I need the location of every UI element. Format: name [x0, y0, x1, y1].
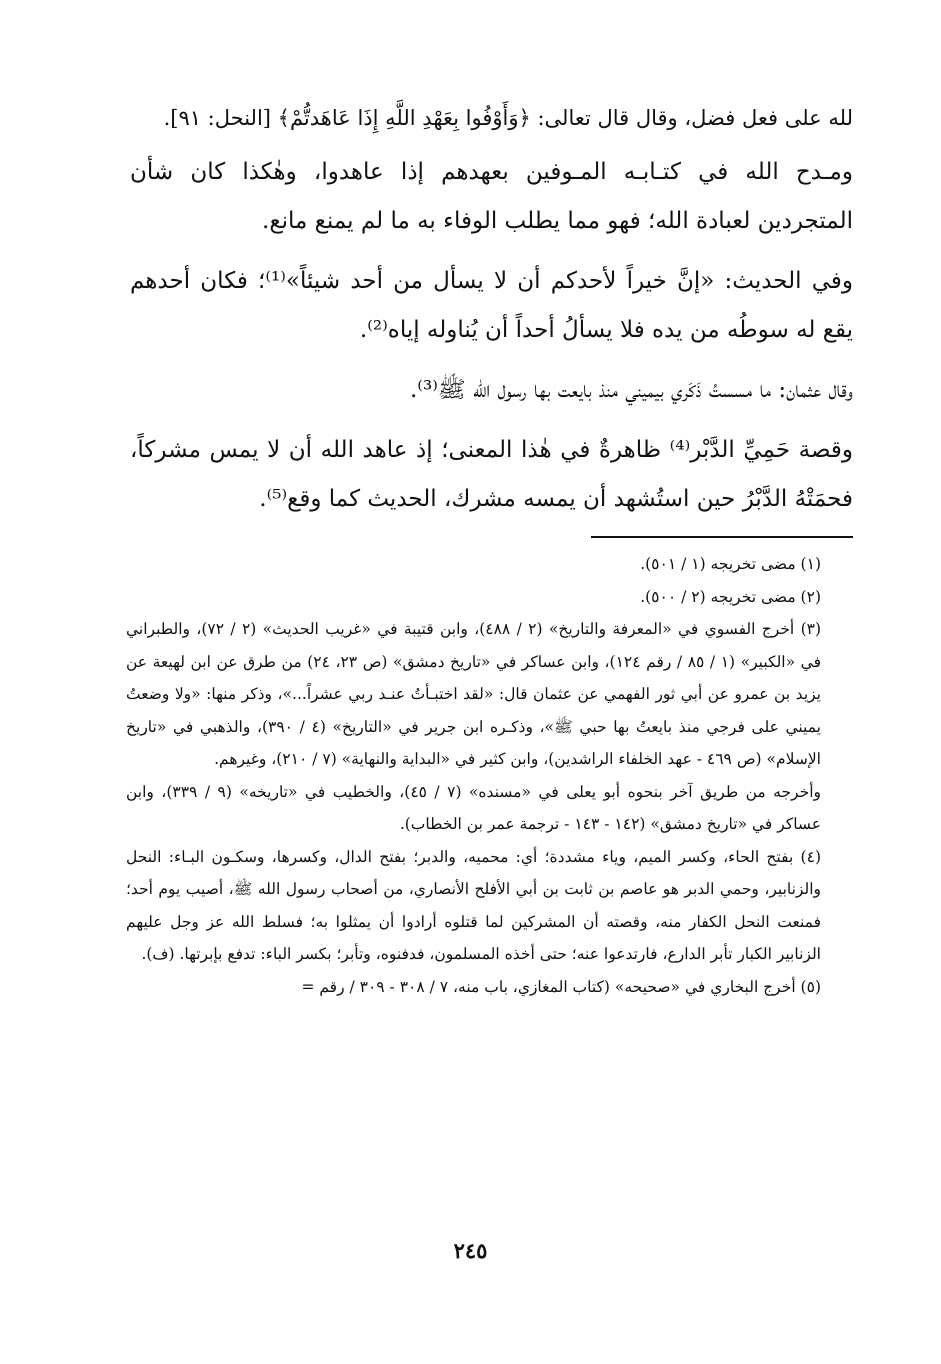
footnote-2: (٢) مضى تخريجه (٢ / ٥٠٠).: [640, 587, 821, 606]
paragraph-3: وفي الحديث: «إنَّ خيراً لأحدكم أن لا يسأل من أحد شيئاً»⁽¹⁾؛ فكان أحدهم يقع له سوطُه من يده فلا يسألُ أحداً أن يُناوله إياه⁽²⁾.: [130, 268, 854, 343]
paragraph-2: ومـدح الله في كتـابـه المـوفين بعهدهم إذا عاهدوا، وهٰكذا كان شأن المتجردين لعبادة الله؛ فهو مما يطلب الوفاء به ما لم يمنع مانع.: [130, 159, 853, 234]
footnote-3-continued: وأخرجه من طريق آخر بنحوه أبو يعلى في «مسنده» (٧ / ٤٥)، والخطيب في «تاريخه» (٩ / ٣٣٩)، وابن عساكر في «تاريخ دمشق» (١٤٢ - ١٤٣ - ترجمة عمر بن الخطاب).: [126, 782, 821, 833]
footnote-separator: [591, 536, 853, 538]
paragraph-1: لله على فعل فضل، وقال قال تعالى: ﴿وَأَوْفُوا بِعَهْدِ اللَّهِ إِذَا عَاهَدتُّمْ﴾ [النحل: ٩١].: [163, 106, 853, 130]
footnotes: [126, 548, 845, 1003]
paragraph-5: وقصة حَمِيِّ الدَّبْر⁽⁴⁾ ظاهرةٌ في هٰذا المعنى؛ إذ عاهد الله أن لا يمس مشركاً، فحمَتْهُ الدَّبْرُ حين استُشهد أن يمسه مشرك، الحديث كما وقع⁽⁵⁾.: [130, 437, 853, 512]
page-number: ٢٤٥: [453, 1238, 488, 1263]
footnote-3: (٣) أخرج الفسوي في «المعرفة والتاريخ» (٢ / ٤٨٨)، وابن قتيبة في «غريب الحديث» (٢ / ٧٢)، والطبراني في «الكبير» (١ / ٨٥ / رقم ١٢٤)، وابن عساكر في «تاريخ دمشق» (ص ٢٣، ٢٤) من طرق عن ابن لهيعة عن يزيد بن عمرو عن أبي ثور الفهمي عن عثمان قال: «لقد اختبـأتُ عنـد ربي عشراً...»، وذكر منها: «ولا وضعتُ يميني على فرجي منذ بايعتُ بها حبي ﷺ»، وذكـره ابن جرير في «التاريخ» (٤ / ٣٩٠)، والذهبي في «تاريخ الإسلام» (ص ٤٦٩ - عهد الخلفاء الراشدين)، وابن كثير في «البداية والنهاية» (٧ / ٢١٠)، وغيرهم.: [126, 620, 822, 768]
main-text: [130, 96, 853, 535]
footnote-1: (١) مضى تخريجه (١ / ٥٠١).: [640, 555, 821, 573]
footnote-5: (٥) أخرج البخاري في «صحيحه» (كتاب المغازي، باب منه، ٧ / ٣٠٨ - ٣٠٩ / رقم =: [301, 977, 821, 996]
paragraph-4: وقال عثمان: ما مسستُ ذَكَري بيميني منذ بايعت بها رسول الله ﷺ⁽³⁾.: [410, 377, 853, 403]
footnote-4: (٤) بفتح الحاء، وكسر الميم، وياء مشددة؛ أي: محميه، والدبر؛ بفتح الدال، وكسرها، وسكـون البـاء: النحل والزنابير، وحمي الدبر هو عاصم بن ثابت بن أبي الأفلح الأنصاري، من أصحاب رسول الله ﷺ، أصيب يوم أحد؛ فمنعت النحل الكفار منه، وقصته أن المشركين لما قتلوه أرادوا أن يمثلوا به؛ فسلط الله عز وجل عليهم الزنابير الكبار تأبر الدارع، فارتدعوا عنه؛ حتى أخذه المسلمون، فدفنوه، وتأبر؛ بكسر الباء: تدفع بإبرتها. (ف).: [126, 847, 821, 963]
